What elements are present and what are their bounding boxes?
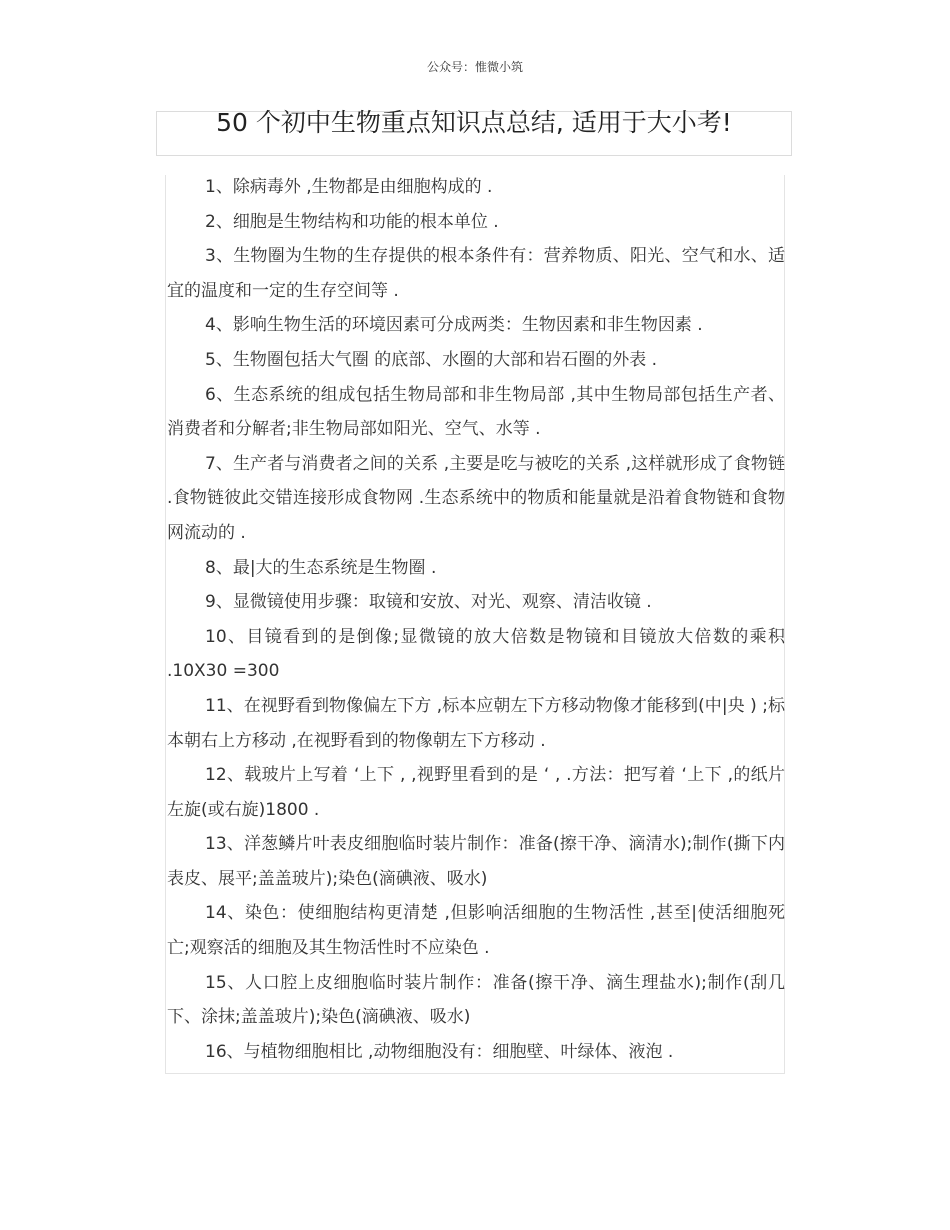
- paragraph-6: 6、生态系统的组成包括生物局部和非生物局部 ,其中生物局部包括生产者、消费者和分解者;非生物局部如阳光、空气、水等 .: [167, 384, 785, 440]
- paragraph-11: 11、在视野看到物像偏左下方 ,标本应朝左下方移动物像才能移到(中|央 ) ;标本朝右上方移动 ,在视野看到的物像朝左下方移动 .: [167, 695, 785, 751]
- paragraph-1: 1、除病毒外 ,生物都是由细胞构成的 .: [205, 177, 493, 197]
- paragraph-9: 9、显微镜使用步骤：取镜和安放、对光、观察、清洁收镜 .: [205, 592, 652, 613]
- paragraph-12: 12、载玻片上写着 ‘上下 , ,视野里看到的是 ‘ , .方法：把写着 ‘上下 ,的纸片左旋(或右旋)1800 .: [167, 765, 785, 820]
- page-header-label: 公众号：惟微小筑: [426, 60, 523, 74]
- paragraph-4: 4、影响生物生活的环境因素可分成两类：生物因素和非生物因素 .: [205, 315, 703, 336]
- paragraph-7: 7、生产者与消费者之间的关系 ,主要是吃与被吃的关系 ,这样就形成了食物链 .食物链彼此交错连接形成食物网 .生态系统中的物质和能量就是沿着食物链和食物网流动的 .: [167, 453, 785, 543]
- paragraph-15: 15、人口腔上皮细胞临时装片制作：准备(擦干净、滴生理盐水);制作(刮几下、涂抹;盖盖玻片);染色(滴碘液、吸水): [167, 972, 785, 1028]
- paragraph-13: 13、洋葱鳞片叶表皮细胞临时装片制作：准备(擦干净、滴清水);制作(撕下内表皮、展平;盖盖玻片);染色(滴碘液、吸水): [167, 834, 785, 889]
- paragraph-3: 3、生物圈为生物的生存提供的根本条件有：营养物质、阳光、空气和水、适宜的温度和一定的生存空间等 .: [167, 246, 785, 301]
- paragraph-16: 16、与植物细胞相比 ,动物细胞没有：细胞壁、叶绿体、液泡 .: [205, 1041, 674, 1062]
- paragraph-8: 8、最|大的生态系统是生物圈 .: [205, 557, 437, 578]
- content-body: [167, 170, 785, 1069]
- paragraph-2: 2、细胞是生物结构和功能的根本单位 .: [205, 211, 499, 232]
- paragraph-14: 14、染色：使细胞结构更清楚 ,但影响活细胞的生物活性 ,甚至|使活细胞死亡;观察活的细胞及其生物活性时不应染色 .: [167, 903, 785, 959]
- paragraph-5: 5、生物圈包括大气圈 的底部、水圈的大部和岩石圈的外表 .: [205, 349, 658, 370]
- paragraph-10: 10、目镜看到的是倒像;显微镜的放大倍数是物镜和目镜放大倍数的乘积 .10X30 =300: [167, 626, 785, 682]
- document-title: 50 个初中生物重点知识点总结, 适用于大小考!: [216, 108, 732, 137]
